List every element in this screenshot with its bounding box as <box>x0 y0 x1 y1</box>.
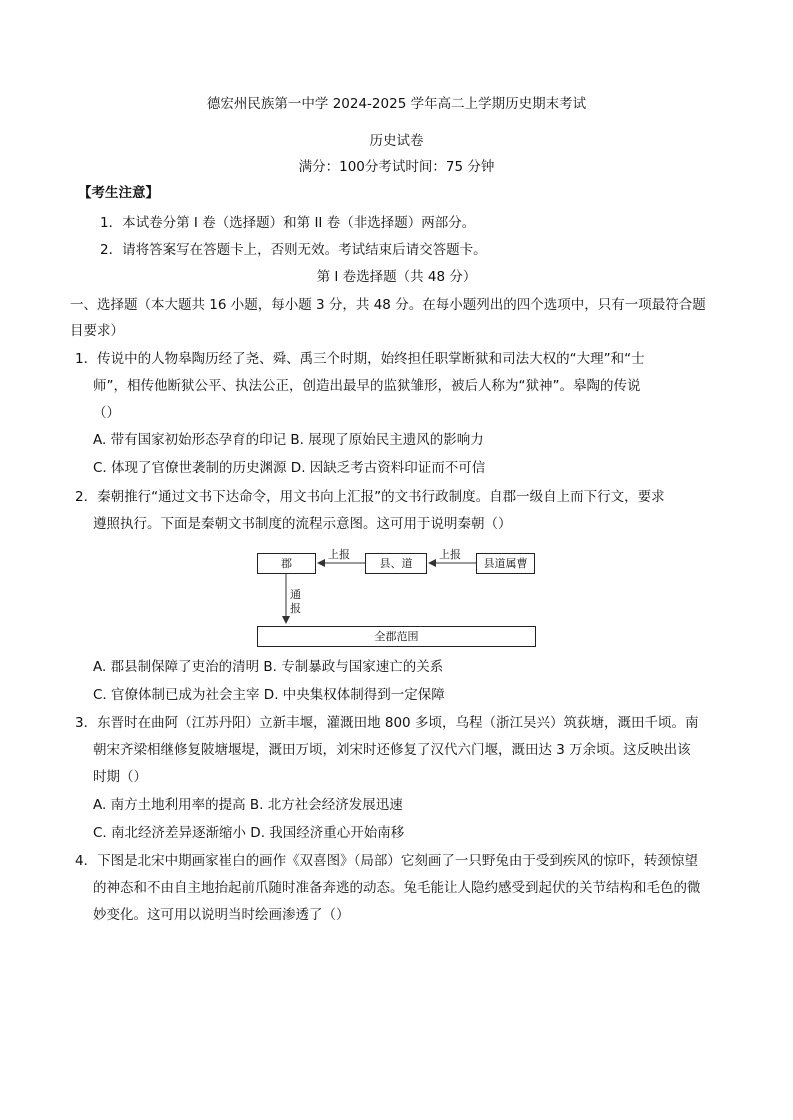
q3-option-ab: A. 南方土地利用率的提高 B. 北方社会经济发展迅速 <box>93 797 403 813</box>
box-xian-dao: 县、道 <box>365 553 427 574</box>
q2-option-ab: A. 郡县制保障了吏治的清明 B. 专制暴政与国家速亡的关系 <box>93 659 444 675</box>
box-jun: 郡 <box>257 553 316 574</box>
q2-option-cd: C. 官僚体制已成为社会主宰 D. 中央集权体制得到一定保障 <box>93 687 445 703</box>
q1-option-ab: A. 带有国家初始形态孕育的印记 B. 展现了原始民主遗风的影响力 <box>93 432 484 448</box>
q4-line-1: 4．下图是北宋中期画家崔白的画作《双喜图》（局部）它刻画了一只野兔由于受到疾风的惊吓，转颈惊望 <box>75 853 698 869</box>
q1-line-1: 1．传说中的人物皋陶历经了尧、舜、禹三个时期，始终担任职掌断狱和司法大权的“大理”和“士 <box>75 351 645 367</box>
box-quan-jun: 全郡范围 <box>257 626 536 647</box>
q4-line-3: 妙变化。这可用以说明当时绘画渗透了（） <box>93 907 350 923</box>
arrow-label-report-2: 上报 <box>439 548 461 561</box>
section-instruction-line-2: 目要求） <box>70 323 124 339</box>
score-time: 满分：100分考试时间：75 分钟 <box>298 159 495 175</box>
exam-title: 德宏州民族第一中学 2024-2025 学年高二上学期历史期末考试 <box>206 96 587 112</box>
down-label-tong: 通 <box>290 588 301 601</box>
notice-heading: 【考生注意】 <box>78 185 159 201</box>
q3-line-1: 3．东晋时在曲阿（江苏丹阳）立新丰堰，灌溉田地 800 多顷，乌程（浙江吴兴）筑荻塘，溉田千顷。南 <box>75 715 699 731</box>
q2-line-2: 遵照执行。下面是秦朝文书制度的流程示意图。这可用于说明秦朝（） <box>93 516 512 532</box>
exam-subtitle: 历史试卷 <box>369 133 424 149</box>
q1-option-cd: C. 体现了官僚世袭制的历史渊源 D. 因缺乏考古资料印证而不可信 <box>93 460 486 476</box>
notice-item-1: 1．本试卷分第 I 卷（选择题）和第 II 卷（非选择题）两部分。 <box>100 215 476 231</box>
notice-item-2: 2．请将答案写在答题卡上，否则无效。考试结束后请交答题卡。 <box>100 242 487 258</box>
q1-line-2: 师”，相传他断狱公平、执法公正，创造出最早的监狱雏形，被后人称为“狱神”。皋陶的传说 <box>93 378 641 394</box>
q2-line-1: 2．秦朝推行“通过文书下达命令，用文书向上汇报”的文书行政制度。自郡一级自上而下行文，要求 <box>75 489 665 505</box>
q4-line-2: 的神态和不由自主地抬起前爪随时准备奔逃的动态。兔毛能让人隐约感受到起伏的关节结构和毛色的微 <box>93 880 701 896</box>
section-title: 第 I 卷选择题（共 48 分） <box>316 269 477 285</box>
down-label-bao: 报 <box>290 602 301 615</box>
q1-line-3: （） <box>93 405 120 421</box>
q3-line-3: 时期（） <box>93 769 147 785</box>
arrow-label-report-1: 上报 <box>328 548 350 561</box>
box-xian-dao-shu-cao: 县道属曹 <box>476 553 535 574</box>
section-instruction-line-1: 一、选择题（本大题共 16 小题，每小题 3 分，共 48 分。在每小题列出的四个选项中，只有一项最符合题 <box>70 297 706 313</box>
q3-line-2: 朝宋齐梁相继修复陂塘堰堤，溉田万顷，刘宋时还修复了汉代六门堰，溉田达 3 万余顷。这反映出该 <box>93 742 691 758</box>
q3-option-cd: C. 南北经济差异逐渐缩小 D. 我国经济重心开始南移 <box>93 825 405 841</box>
